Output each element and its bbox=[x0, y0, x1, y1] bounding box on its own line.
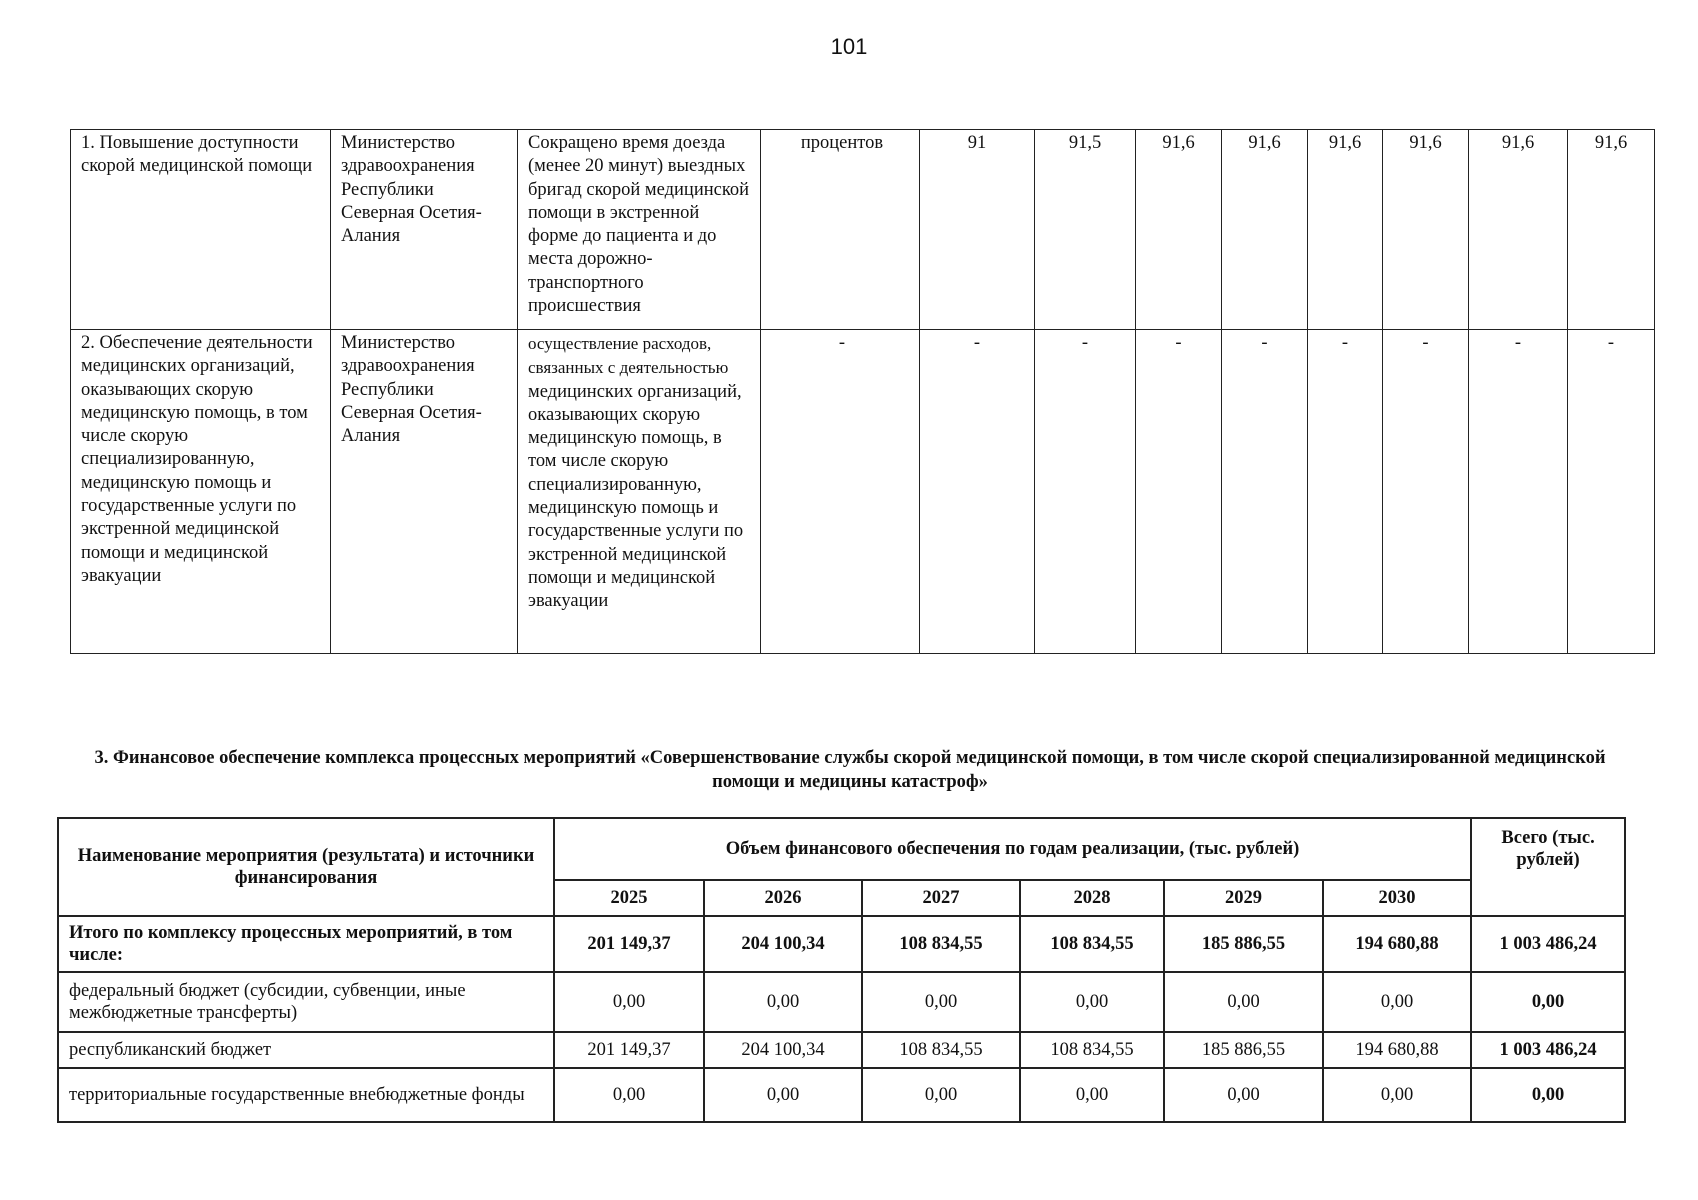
year-cell: 2026 bbox=[704, 880, 862, 916]
measure-result: Сокращено время доезда (менее 20 минут) выездных бригад скорой медицинской помощи в экстренной форме до пациента и до места дорожно-транспортного происшествия bbox=[518, 130, 761, 330]
financing-table bbox=[57, 817, 1626, 1123]
value-cell: 0,00 bbox=[1164, 972, 1323, 1032]
header-total: Всего (тыс. рублей) bbox=[1471, 818, 1625, 916]
measure-result-text: медицинских организаций, оказывающих скорую медицинскую помощь, в том числе скорую специализированную, медицинскую помощь и государственные услуги по экстренной медицинской помощи и медицинской эвакуации bbox=[528, 381, 744, 612]
year-cell: 2027 bbox=[862, 880, 1020, 916]
total-cell: 0,00 bbox=[1471, 1068, 1625, 1122]
value-cell: 0,00 bbox=[862, 972, 1020, 1032]
value-cell: - bbox=[1469, 330, 1568, 654]
total-cell: 1 003 486,24 bbox=[1471, 1032, 1625, 1068]
table-row bbox=[71, 130, 1655, 330]
header-row bbox=[58, 818, 1625, 880]
unit-cell: процентов bbox=[761, 130, 920, 330]
value-cell: 185 886,55 bbox=[1164, 916, 1323, 972]
value-cell: 91,6 bbox=[1136, 130, 1222, 330]
row-name: федеральный бюджет (субсидии, субвенции, иные межбюджетные трансферты) bbox=[58, 972, 554, 1032]
responsible-body: Министерство здравоохранения Республики Северная Осетия-Алания bbox=[331, 330, 518, 654]
value-cell: 0,00 bbox=[1323, 972, 1471, 1032]
value-cell: - bbox=[1136, 330, 1222, 654]
value-cell: 108 834,55 bbox=[862, 1032, 1020, 1068]
total-cell: 0,00 bbox=[1471, 972, 1625, 1032]
responsible-body: Министерство здравоохранения Республики Северная Осетия-Алания bbox=[331, 130, 518, 330]
value-cell: 0,00 bbox=[704, 972, 862, 1032]
year-cell: 2028 bbox=[1020, 880, 1164, 916]
value-cell: - bbox=[920, 330, 1035, 654]
measure-name: 2. Обеспечение деятельности медицинских организаций, оказывающих скорую медицинскую помощь, в том числе скорую специализированную, медицинскую помощь и государственные услуги по экстренной медицинской помощи и медицинской эвакуации bbox=[71, 330, 331, 654]
table-row bbox=[58, 972, 1625, 1032]
table-row bbox=[58, 916, 1625, 972]
value-cell: 0,00 bbox=[1323, 1068, 1471, 1122]
total-cell: 1 003 486,24 bbox=[1471, 916, 1625, 972]
value-cell: 108 834,55 bbox=[862, 916, 1020, 972]
value-cell: 185 886,55 bbox=[1164, 1032, 1323, 1068]
value-cell: 0,00 bbox=[1164, 1068, 1323, 1122]
header-name: Наименование мероприятия (результата) и источники финансирования bbox=[58, 818, 554, 916]
value-cell: 201 149,37 bbox=[554, 916, 704, 972]
value-cell: 204 100,34 bbox=[704, 916, 862, 972]
measure-result bbox=[518, 330, 761, 654]
table-row bbox=[58, 1032, 1625, 1068]
results-table bbox=[70, 129, 1655, 654]
year-cell: 2030 bbox=[1323, 880, 1471, 916]
header-volume: Объем финансового обеспечения по годам реализации, (тыс. рублей) bbox=[554, 818, 1471, 880]
value-cell: 91,6 bbox=[1308, 130, 1383, 330]
table-row bbox=[71, 330, 1655, 654]
row-name: Итого по комплексу процессных мероприятий, в том числе: bbox=[58, 916, 554, 972]
year-cell: 2029 bbox=[1164, 880, 1323, 916]
value-cell: - bbox=[1308, 330, 1383, 654]
value-cell: 0,00 bbox=[704, 1068, 862, 1122]
year-cell: 2025 bbox=[554, 880, 704, 916]
value-cell: 91,6 bbox=[1383, 130, 1469, 330]
row-name: территориальные государственные внебюджетные фонды bbox=[58, 1068, 554, 1122]
value-cell: - bbox=[1568, 330, 1655, 654]
value-cell: 91,6 bbox=[1469, 130, 1568, 330]
unit-cell: - bbox=[761, 330, 920, 654]
value-cell: 0,00 bbox=[554, 1068, 704, 1122]
value-cell: 204 100,34 bbox=[704, 1032, 862, 1068]
table-row bbox=[58, 1068, 1625, 1122]
measure-name: 1. Повышение доступности скорой медицинской помощи bbox=[71, 130, 331, 330]
value-cell: 0,00 bbox=[862, 1068, 1020, 1122]
value-cell: 91,5 bbox=[1035, 130, 1136, 330]
value-cell: 91,6 bbox=[1568, 130, 1655, 330]
page-number: 101 bbox=[830, 34, 868, 59]
row-name: республиканский бюджет bbox=[58, 1032, 554, 1068]
value-cell: 91 bbox=[920, 130, 1035, 330]
value-cell: - bbox=[1383, 330, 1469, 654]
value-cell: - bbox=[1035, 330, 1136, 654]
value-cell: 0,00 bbox=[1020, 1068, 1164, 1122]
measure-result-lead: осуществление расходов, связанных с деятельностью bbox=[528, 334, 729, 378]
value-cell: 108 834,55 bbox=[1020, 1032, 1164, 1068]
value-cell: 91,6 bbox=[1222, 130, 1308, 330]
value-cell: 0,00 bbox=[554, 972, 704, 1032]
value-cell: - bbox=[1222, 330, 1308, 654]
value-cell: 194 680,88 bbox=[1323, 1032, 1471, 1068]
value-cell: 201 149,37 bbox=[554, 1032, 704, 1068]
section-title: 3. Финансовое обеспечение комплекса процессных мероприятий «Совершенствование службы скорой медицинской помощи, в том числе скорой специализированной медицинской помощи и медицины катастроф» bbox=[94, 748, 1606, 792]
value-cell: 0,00 bbox=[1020, 972, 1164, 1032]
value-cell: 194 680,88 bbox=[1323, 916, 1471, 972]
value-cell: 108 834,55 bbox=[1020, 916, 1164, 972]
